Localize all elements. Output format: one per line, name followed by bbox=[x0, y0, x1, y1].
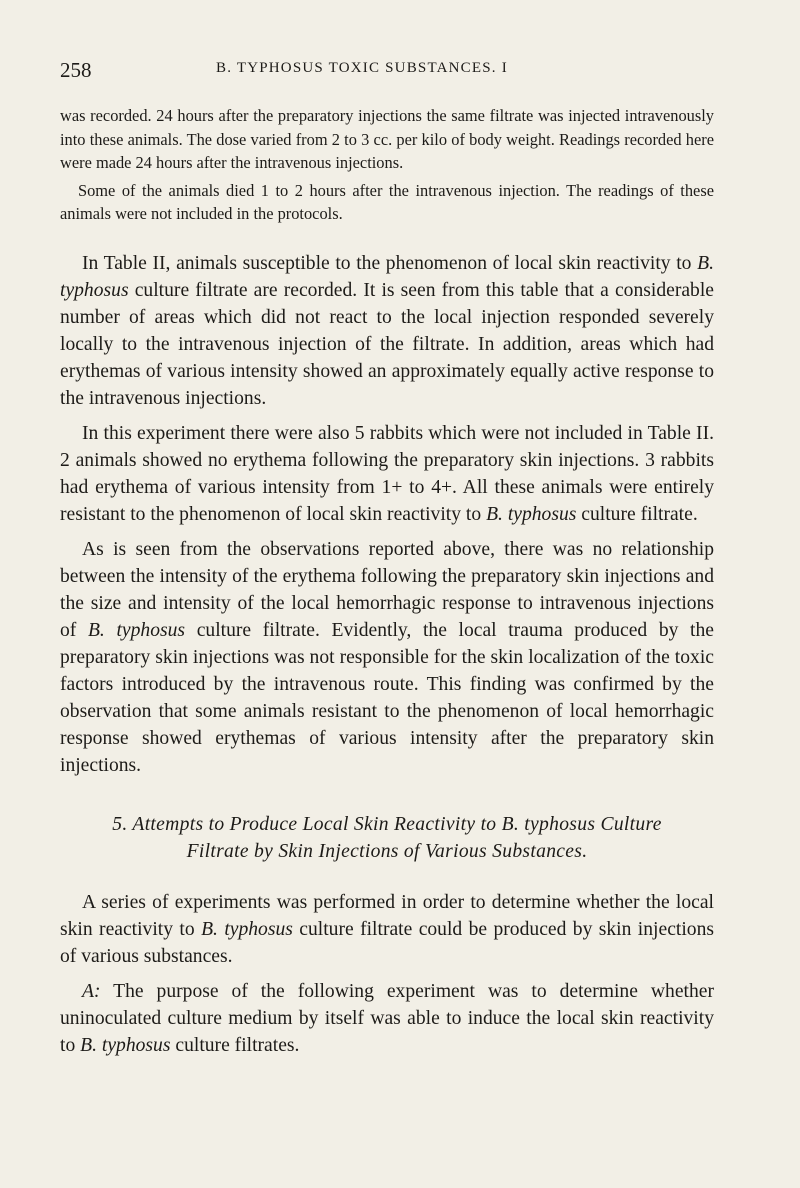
section-heading-line-2: Filtrate by Skin Injections of Various Substances. bbox=[186, 840, 588, 862]
body-paragraph-3-text-a: As is seen from the observations reported above, there was no relationship between the intensity of the erythema following the preparatory skin injections and the size and intensity of the local hemorrhagic response to intravenous injections of bbox=[60, 538, 714, 641]
body-paragraph-1-text-a: In Table II, animals susceptible to the phenomenon of local skin reactivity to bbox=[82, 252, 698, 274]
section-paragraph-1 bbox=[60, 889, 714, 970]
section-paragraph-2-text-b: culture filtrates. bbox=[170, 1034, 300, 1056]
body-paragraph-1 bbox=[60, 250, 714, 412]
section-heading bbox=[60, 811, 714, 865]
body-paragraph-2-text-b: culture filtrate. bbox=[576, 503, 698, 525]
species-name: B. typhosus bbox=[486, 503, 577, 525]
section-paragraph-2-text-a: The purpose of the following experiment was to determine whether uninoculated culture medium by itself was able to induce the local skin reactivity to bbox=[60, 980, 714, 1056]
small-paragraph-2: Some of the animals died 1 to 2 hours after the intravenous injection. The readings of these animals were not included in the protocols. bbox=[60, 180, 714, 223]
section-body bbox=[60, 889, 714, 1059]
body-text bbox=[60, 250, 714, 779]
subsection-label: A: bbox=[82, 980, 101, 1002]
small-print-block bbox=[60, 104, 714, 226]
species-name: B. typhosus bbox=[60, 252, 714, 301]
page-header bbox=[60, 58, 714, 88]
section-paragraph-1-text-a: A series of experiments was performed in order to determine whether the local skin reactivity to bbox=[60, 891, 714, 940]
species-name: B. typhosus bbox=[201, 918, 293, 940]
species-name: B. typhosus bbox=[87, 619, 186, 641]
body-paragraph-2 bbox=[60, 420, 714, 528]
body-paragraph-1-text-b: culture filtrate are recorded. It is seen from this table that a considerable number of areas which did not react to the local injection responded severely locally to the intravenous injection of the filtrate. In addition, areas which had erythemas of various intensity showed an approximately equally active response to the intravenous injections. bbox=[60, 279, 714, 409]
body-paragraph-3-text-b: culture filtrate. Evidently, the local trauma produced by the preparatory skin injections was not responsible for the skin localization of the toxic factors introduced by the intravenous route. This finding was confirmed by the observation that some animals resistant to the phenomenon of local hemorrhagic response showed erythemas of various intensity after the preparatory skin injections. bbox=[60, 619, 714, 776]
body-paragraph-2-text-a: In this experiment there were also 5 rabbits which were not included in Table II. 2 animals showed no erythema following the preparatory skin injections. 3 rabbits had erythema of various intensity from 1+ to 4+. All these animals were entirely resistant to the phenomenon of local skin reactivity to bbox=[60, 422, 714, 525]
section-paragraph-2 bbox=[60, 978, 714, 1059]
species-name: B. typhosus bbox=[80, 1034, 171, 1056]
section-heading-line-1: 5. Attempts to Produce Local Skin Reactivity to B. typhosus Culture bbox=[112, 813, 662, 835]
body-paragraph-3 bbox=[60, 536, 714, 779]
running-title: B. TYPHOSUS TOXIC SUBSTANCES. I bbox=[216, 60, 508, 76]
section-paragraph-1-text-b: culture filtrate could be produced by skin injections of various substances. bbox=[60, 918, 714, 967]
small-paragraph-1: was recorded. 24 hours after the preparatory injections the same filtrate was injected intravenously into these animals. The dose varied from 2 to 3 cc. per kilo of body weight. Readings recorded here were made 24 hours after the intravenous injections. bbox=[60, 106, 714, 172]
page-number: 258 bbox=[60, 58, 92, 82]
